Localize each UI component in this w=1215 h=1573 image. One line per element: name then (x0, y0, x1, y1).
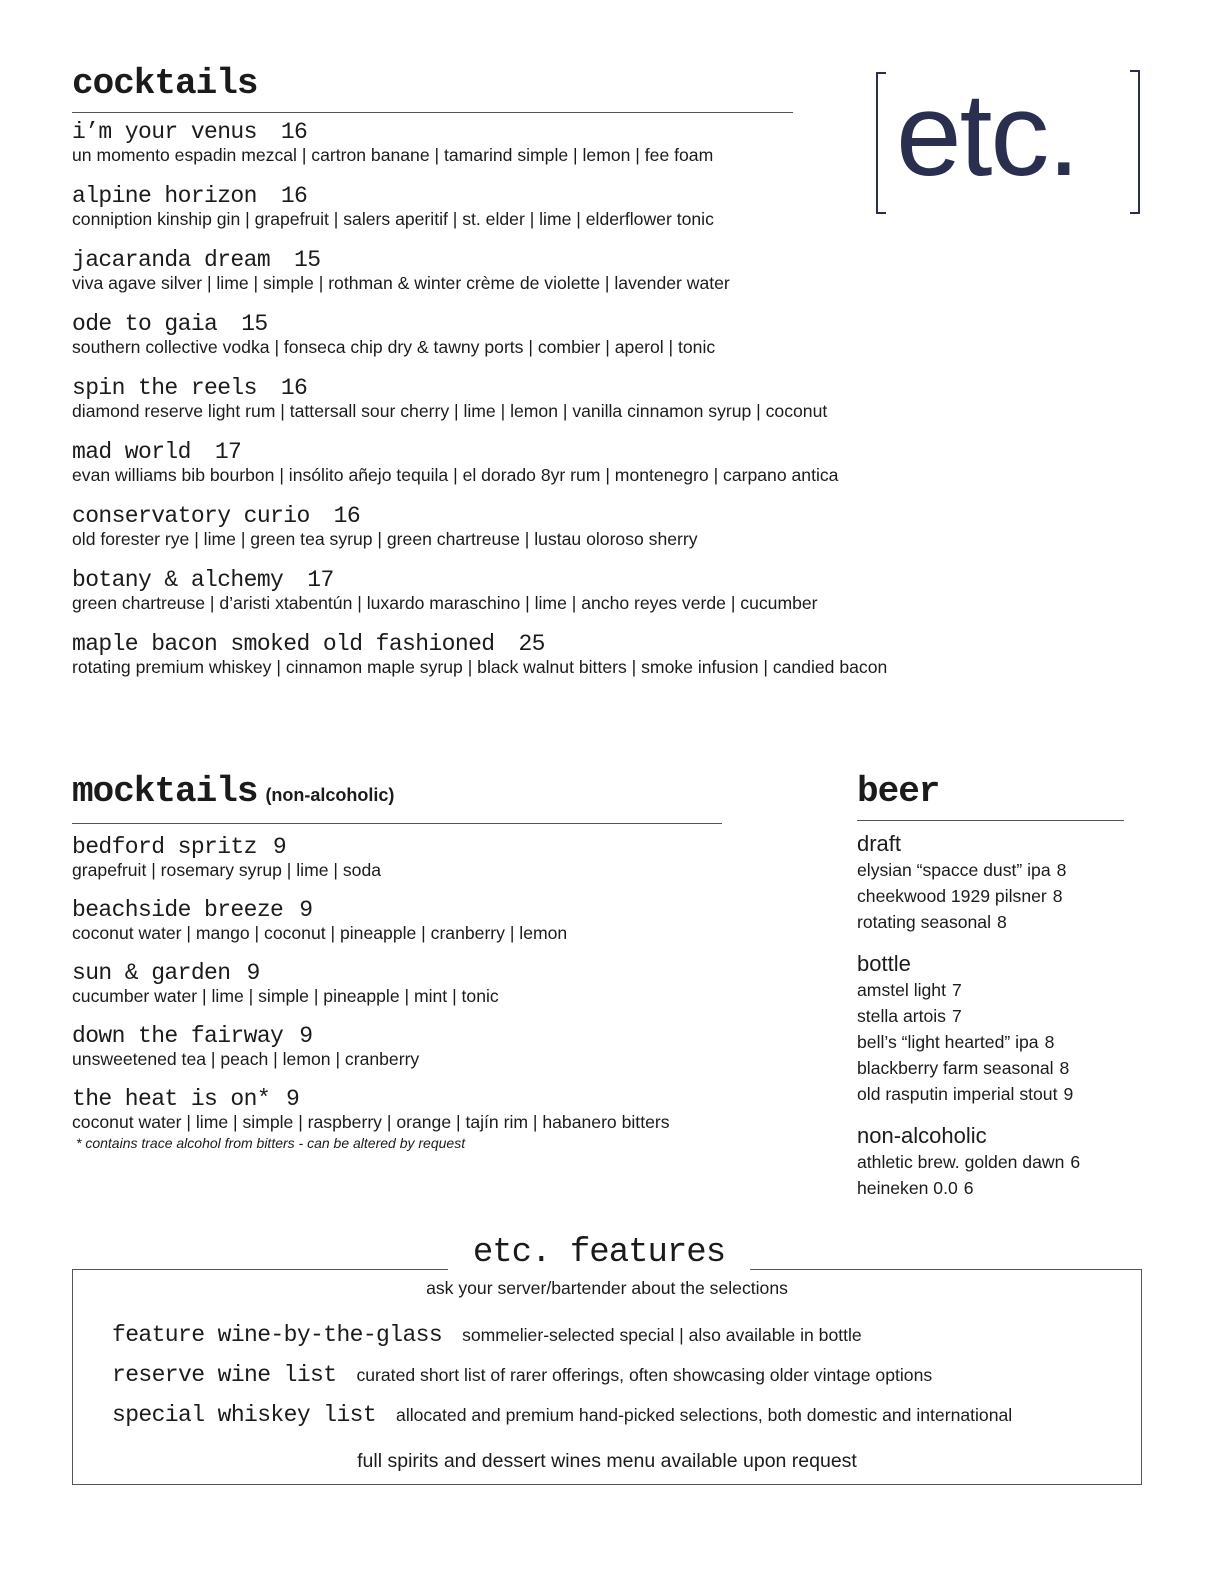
beer-group-title: non-alcoholic (857, 1123, 987, 1148)
cocktail-ingredients: conniption kinship gin | grapefruit | salers aperitif | st. elder | lime | elderflower tonic (72, 209, 714, 229)
beer-price: 8 (1044, 1032, 1055, 1052)
mocktails-subtitle: (non-alcoholic) (265, 785, 395, 805)
beer-group-title: draft (857, 831, 902, 856)
mocktails-section (72, 772, 792, 1151)
cocktail-price: 17 (307, 567, 334, 593)
beer-title: beer (857, 771, 940, 812)
feature-row (112, 1402, 1012, 1428)
feature-description: curated short list of rarer offerings, often showcasing older vintage options (356, 1365, 933, 1385)
cocktail-ingredients: un momento espadin mezcal | cartron banane | tamarind simple | lemon | fee foam (72, 145, 714, 165)
mocktail-item (72, 834, 792, 881)
mocktail-ingredients: grapefruit | rosemary syrup | lime | soda (72, 860, 382, 880)
cocktail-item (72, 503, 972, 550)
beer-name: amstel light (857, 980, 946, 1000)
feature-description: allocated and premium hand-picked selections, both domestic and international (396, 1405, 1013, 1425)
mocktail-item (72, 1086, 792, 1133)
cocktail-name: conservatory curio (72, 503, 310, 529)
mocktail-name: bedford spritz (72, 834, 257, 860)
cocktail-name: i’m your venus (72, 119, 257, 145)
cocktail-item (72, 631, 972, 678)
cocktails-section (72, 64, 972, 695)
cocktail-ingredients: diamond reserve light rum | tattersall sour cherry | lime | lemon | vanilla cinnamon syrup | coconut (72, 401, 828, 421)
beer-item (857, 1149, 1157, 1175)
cocktail-item (72, 375, 972, 422)
mocktail-name: down the fairway (72, 1023, 284, 1049)
mocktail-footnote: * contains trace alcohol from bitters - can be altered by request (76, 1135, 466, 1151)
cocktail-ingredients: southern collective vodka | fonseca chip dry & tawny ports | combier | aperol | tonic (72, 337, 716, 357)
beer-section (857, 772, 1157, 1217)
cocktail-price: 16 (280, 375, 308, 401)
mocktail-price: 9 (299, 897, 313, 923)
beer-item (857, 977, 1157, 1003)
mocktail-price: 9 (272, 834, 287, 860)
mocktail-ingredients: coconut water | lime | simple | raspberry | orange | tajín rim | habanero bitters (72, 1112, 670, 1132)
mocktail-ingredients: cucumber water | lime | simple | pineapple | mint | tonic (72, 986, 499, 1006)
mocktail-price: 9 (286, 1086, 300, 1112)
beer-name: rotating seasonal (857, 912, 991, 932)
mocktails-divider (72, 823, 722, 824)
mocktail-item (72, 960, 792, 1007)
cocktail-item (72, 439, 972, 486)
beer-item (857, 909, 1157, 935)
beer-name: bell’s “light hearted” ipa (857, 1032, 1039, 1052)
beer-divider (857, 820, 1124, 821)
beer-group-bottle (857, 951, 1157, 1107)
logo-text: etc. (896, 69, 1079, 201)
cocktail-price: 16 (280, 119, 308, 145)
beer-name: cheekwood 1929 pilsner (857, 886, 1047, 906)
logo-bracket-right (1130, 70, 1140, 214)
cocktail-ingredients: rotating premium whiskey | cinnamon maple syrup | black walnut bitters | smoke infusion | candied bacon (72, 657, 888, 677)
beer-name: old rasputin imperial stout (857, 1084, 1058, 1104)
features-footer: full spirits and dessert wines menu available upon request (357, 1450, 857, 1472)
beer-name: athletic brew. golden dawn (857, 1152, 1065, 1172)
mocktail-ingredients: unsweetened tea | peach | lemon | cranberry (72, 1049, 420, 1069)
cocktail-item (72, 183, 972, 230)
cocktail-item (72, 567, 972, 614)
mocktail-item (72, 1023, 792, 1070)
cocktail-price: 16 (280, 183, 308, 209)
feature-row (112, 1322, 862, 1348)
cocktails-divider (72, 112, 793, 113)
beer-price: 6 (1070, 1152, 1081, 1172)
mocktail-price: 9 (299, 1023, 313, 1049)
mocktail-name: the heat is on* (72, 1086, 271, 1112)
mocktail-ingredients: coconut water | mango | coconut | pineapple | cranberry | lemon (72, 923, 568, 943)
feature-name: special whiskey list (112, 1402, 377, 1428)
cocktail-price: 16 (333, 503, 361, 529)
beer-item (857, 1003, 1157, 1029)
beer-price: 8 (1052, 886, 1063, 906)
beer-name: heineken 0.0 (857, 1178, 958, 1198)
beer-item (857, 1175, 1157, 1201)
feature-row (112, 1362, 932, 1388)
feature-description: sommelier-selected special | also available in bottle (462, 1325, 862, 1345)
beer-name: blackberry farm seasonal (857, 1058, 1054, 1078)
beer-item (857, 1055, 1157, 1081)
beer-name: elysian “spacce dust” ipa (857, 860, 1051, 880)
cocktails-title: cocktails (72, 63, 258, 104)
cocktail-name: ode to gaia (72, 311, 218, 337)
cocktail-name: maple bacon smoked old fashioned (72, 631, 495, 657)
beer-group-title: bottle (857, 951, 911, 976)
beer-price: 8 (1056, 860, 1067, 880)
cocktail-ingredients: green chartreuse | d’aristi xtabentún | luxardo maraschino | lime | ancho reyes verde | cucumber (72, 593, 818, 613)
mocktail-name: beachside breeze (72, 897, 284, 923)
mocktail-name: sun & garden (72, 960, 231, 986)
cocktail-ingredients: evan williams bib bourbon | insólito añejo tequila | el dorado 8yr rum | montenegro | carpano antica (72, 465, 839, 485)
cocktail-name: jacaranda dream (72, 247, 271, 273)
beer-price: 8 (997, 912, 1007, 932)
cocktail-item (72, 311, 972, 358)
beer-item (857, 857, 1157, 883)
mocktail-price: 9 (246, 960, 260, 986)
cocktail-name: botany & alchemy (72, 567, 284, 593)
cocktail-item (72, 247, 972, 294)
cocktail-item (72, 119, 972, 166)
beer-price: 6 (963, 1178, 974, 1198)
cocktail-price: 17 (214, 439, 242, 465)
cocktail-price: 15 (241, 311, 268, 337)
feature-name: feature wine-by-the-glass (112, 1322, 443, 1348)
beer-price: 7 (951, 1006, 962, 1026)
beer-item (857, 883, 1157, 909)
features-title: etc. features (448, 1233, 750, 1273)
mocktail-item (72, 897, 792, 944)
beer-price: 7 (951, 980, 962, 1000)
cocktail-ingredients: viva agave silver | lime | simple | rothman & winter crème de violette | lavender water (72, 273, 730, 293)
cocktail-price: 25 (518, 631, 545, 657)
cocktail-name: mad world (72, 439, 191, 465)
cocktail-name: spin the reels (72, 375, 257, 401)
cocktail-price: 15 (294, 247, 321, 273)
beer-item (857, 1081, 1157, 1107)
mocktails-heading (72, 772, 792, 815)
features-subtitle: ask your server/bartender about the selections (426, 1278, 788, 1298)
beer-price: 9 (1063, 1084, 1074, 1104)
feature-name: reserve wine list (112, 1362, 337, 1388)
cocktail-ingredients: old forester rye | lime | green tea syrup | green chartreuse | lustau oloroso sherry (72, 529, 698, 549)
cocktail-name: alpine horizon (72, 183, 257, 209)
mocktails-title: mocktails (72, 771, 258, 812)
beer-item (857, 1029, 1157, 1055)
beer-price: 8 (1059, 1058, 1070, 1078)
beer-name: stella artois (857, 1006, 946, 1026)
beer-group-draft (857, 831, 1157, 935)
beer-group-non-alcoholic (857, 1123, 1157, 1201)
